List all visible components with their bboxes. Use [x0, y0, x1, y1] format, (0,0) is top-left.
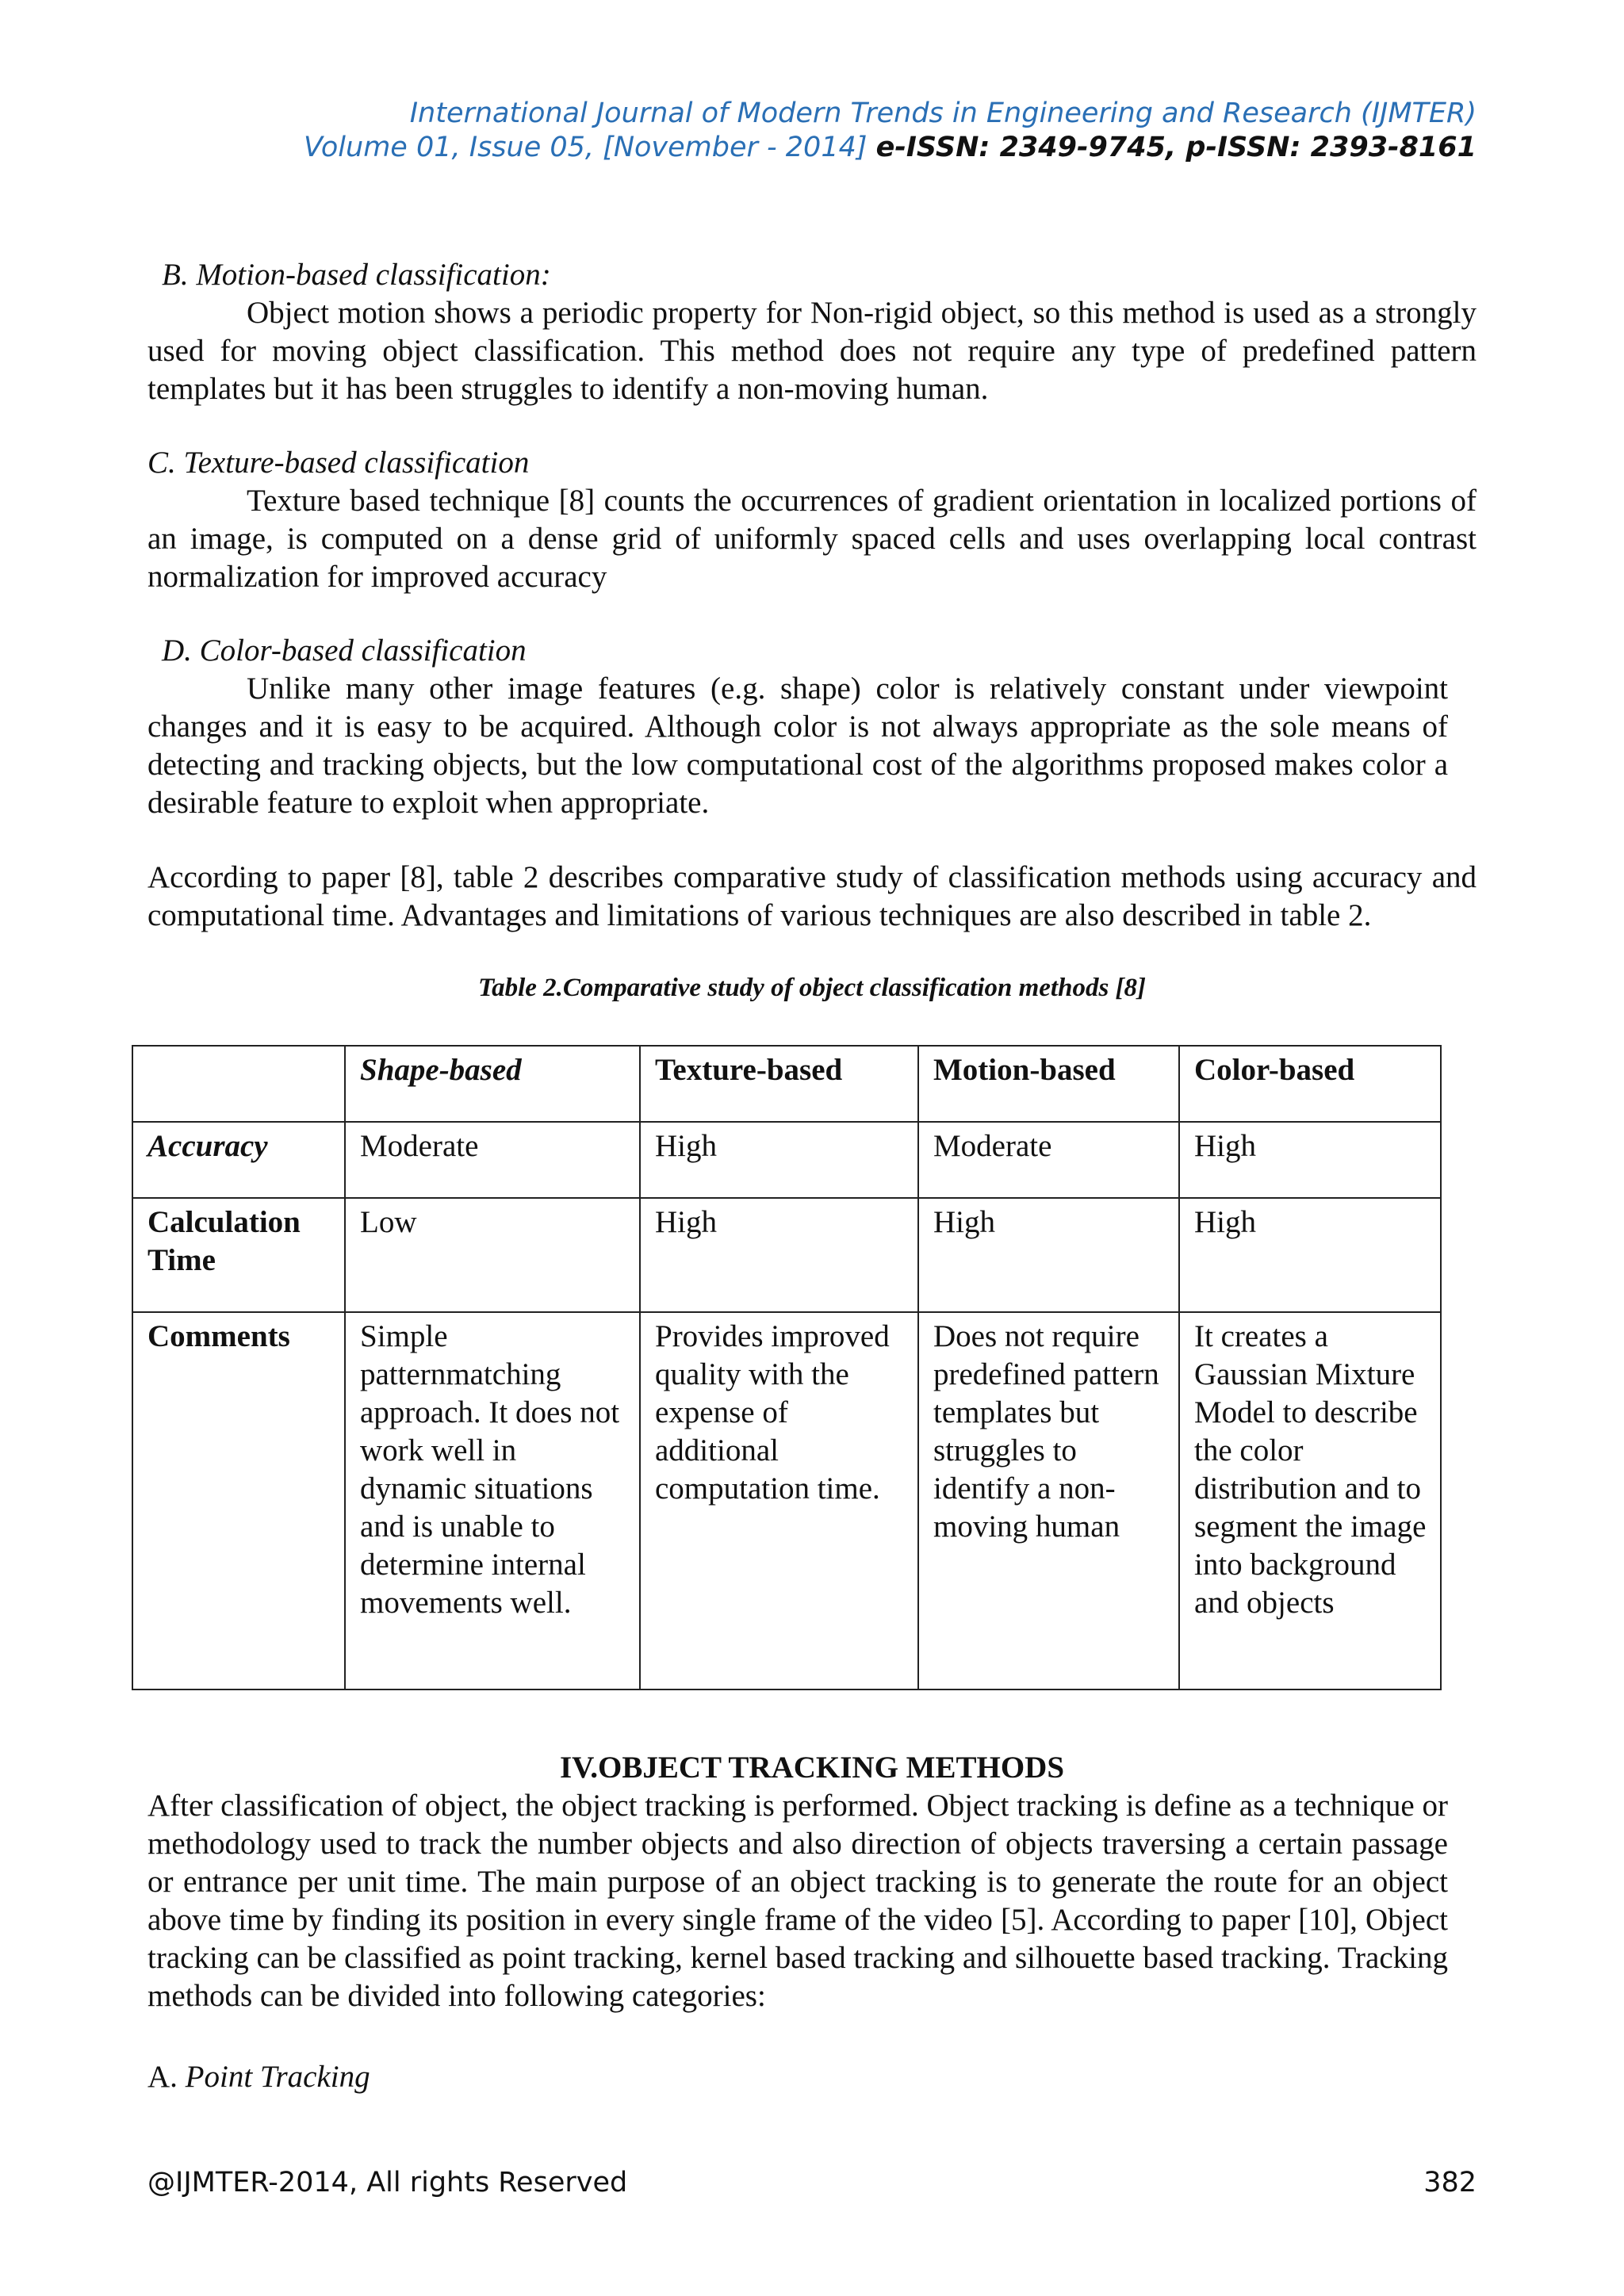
table-header-row	[132, 1046, 1441, 1122]
journal-header	[304, 97, 1477, 165]
table-row-comments	[132, 1312, 1441, 1689]
color-section-title: D. Color-based classification	[162, 633, 527, 668]
table-row-accuracy	[132, 1122, 1441, 1198]
footer-page-number: 382	[1423, 2167, 1477, 2198]
row-label-comments: Comments	[132, 1312, 345, 1689]
cell-time-color: High	[1179, 1198, 1441, 1312]
texture-paragraph: Texture based technique [8] counts the occurrences of gradient orientation in localized portions of an image, is computed on a dense grid of uniformly spaced cells and uses overlapping local contrast normalization for improved accuracy	[147, 484, 1477, 594]
table-row-calculation-time	[132, 1198, 1441, 1312]
journal-title: International Journal of Modern Trends in Engineering and Research (IJMTER)	[409, 98, 1477, 129]
cell-time-shape: Low	[345, 1198, 640, 1312]
row-label-accuracy: Accuracy	[132, 1122, 345, 1198]
color-paragraph: Unlike many other image features (e.g. shape) color is relatively constant under viewpoint changes and it is easy to be acquired. Although color is not always appropriate as the sole means of detecting and tracking objects, but the low computational cost of the algorithms proposed makes color a desirable feature to exploit when appropriate.	[147, 672, 1448, 820]
motion-section-title: B. Motion-based classification:	[162, 258, 551, 292]
journal-issn: e-ISSN: 2349-9745, p-ISSN: 2393-8161	[875, 132, 1477, 163]
texture-section-title: C. Texture-based classification	[147, 446, 530, 480]
column-header-motion: Motion-based	[918, 1046, 1179, 1122]
footer-copyright: @IJMTER-2014, All rights Reserved	[147, 2167, 628, 2198]
motion-section-body	[147, 294, 1477, 408]
cell-accuracy-texture: High	[640, 1122, 918, 1198]
cell-comments-texture: Provides improved quality with the expense of additional computation time.	[640, 1312, 918, 1689]
column-header-color: Color-based	[1179, 1046, 1441, 1122]
table-intro-paragraph: According to paper [8], table 2 describes comparative study of classification methods using accuracy and computational time. Advantages and limitations of various techniques are also described in table 2.	[147, 860, 1477, 932]
journal-volume: Volume 01, Issue 05, [November - 2014]	[304, 132, 876, 163]
point-tracking-title: Point Tracking	[185, 2060, 370, 2094]
cell-accuracy-color: High	[1179, 1122, 1441, 1198]
cell-accuracy-shape: Moderate	[345, 1122, 640, 1198]
cell-time-texture: High	[640, 1198, 918, 1312]
table-intro-body	[147, 859, 1477, 935]
table-caption: Table 2.Comparative study of object classification methods [8]	[477, 974, 1147, 1002]
cell-comments-shape: Simple patternmatching approach. It does not work well in dynamic situations and is unable to determine internal movements well.	[345, 1312, 640, 1689]
table-corner-cell	[132, 1046, 345, 1122]
tracking-paragraph: After classification of object, the object tracking is performed. Object tracking is define as a technique or methodology used to track the number objects and also direction of objects traversing a certain passage or entrance per unit time. The main purpose of an object tracking is to generate the route for an object above time by finding its position in every single frame of the video [5]. According to paper [10], Object tracking can be classified as point tracking, kernel based tracking and silhouette based tracking. Tracking methods can be divided into following categories:	[147, 1789, 1448, 2013]
texture-section-body	[147, 482, 1477, 596]
column-header-texture: Texture-based	[640, 1046, 918, 1122]
tracking-section-heading: IV.OBJECT TRACKING METHODS	[559, 1751, 1065, 1785]
motion-paragraph: Object motion shows a periodic property for Non-rigid object, so this method is used as a strongly used for moving object classification. This method does not require any type of predefined pattern templates but it has been struggles to identify a non-moving human.	[147, 296, 1477, 406]
tracking-section-body	[147, 1787, 1448, 2015]
cell-comments-motion: Does not require predefined pattern templates but struggles to identify a non-moving human	[918, 1312, 1179, 1689]
point-tracking-prefix: A.	[147, 2060, 186, 2094]
cell-comments-color: It creates a Gaussian Mixture Model to describe the color distribution and to segment the image into background and objects	[1179, 1312, 1441, 1689]
journal-volume-line	[304, 131, 1477, 165]
row-label-calculation-time: Calculation Time	[132, 1198, 345, 1312]
cell-accuracy-motion: Moderate	[918, 1122, 1179, 1198]
cell-time-motion: High	[918, 1198, 1179, 1312]
column-header-shape: Shape-based	[345, 1046, 640, 1122]
point-tracking-heading	[147, 2058, 370, 2096]
color-section-body	[147, 670, 1448, 822]
comparison-table	[132, 1045, 1442, 1690]
